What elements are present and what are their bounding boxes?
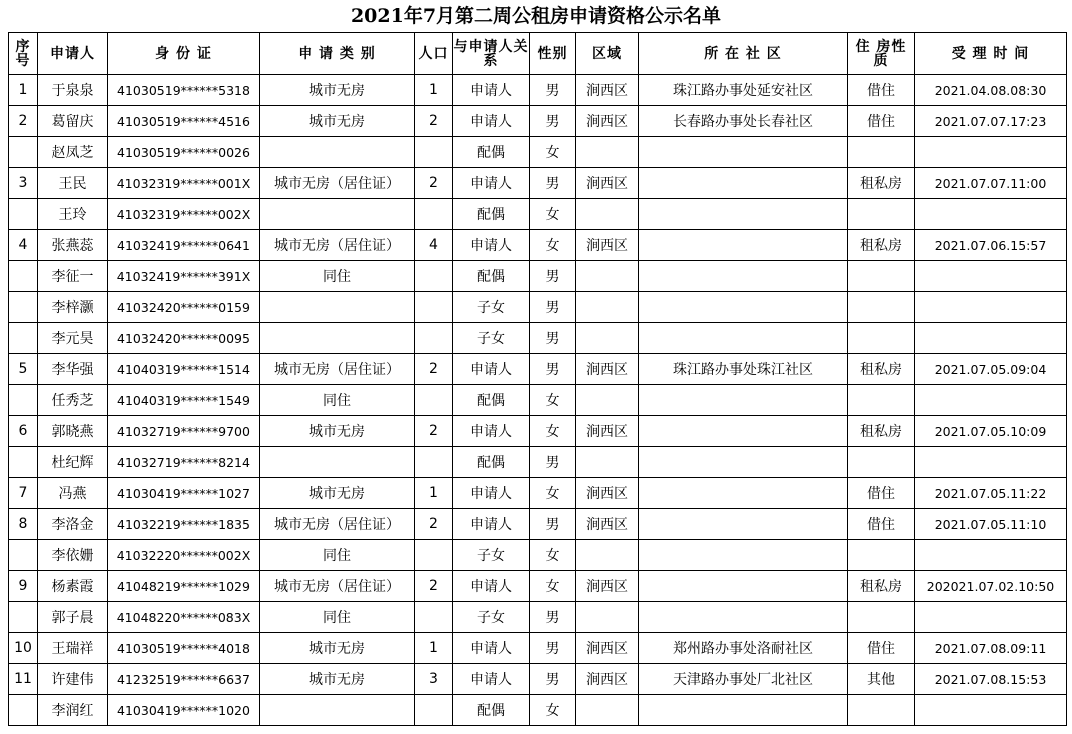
header-index: 序号 — [9, 33, 38, 75]
cell-applicant: 王玲 — [38, 199, 108, 230]
table-row — [9, 509, 1067, 540]
cell-household-size: 2 — [415, 106, 453, 137]
cell-category — [260, 137, 415, 168]
cell-community — [639, 168, 848, 199]
cell-applicant: 张燕蕊 — [38, 230, 108, 261]
cell-community: 珠江路办事处延安社区 — [639, 75, 848, 106]
cell-household-size — [415, 602, 453, 633]
cell-index — [9, 385, 38, 416]
cell-index: 8 — [9, 509, 38, 540]
table-row — [9, 292, 1067, 323]
cell-housing-type — [848, 540, 915, 571]
cell-relation: 申请人 — [453, 633, 530, 664]
cell-id-card: 41032419******0641 — [108, 230, 260, 261]
cell-index: 1 — [9, 75, 38, 106]
cell-gender: 女 — [530, 137, 576, 168]
cell-housing-type: 租私房 — [848, 416, 915, 447]
cell-applicant: 郭子晨 — [38, 602, 108, 633]
cell-community — [639, 447, 848, 478]
cell-district — [576, 261, 639, 292]
cell-housing-type — [848, 292, 915, 323]
cell-housing-type: 其他 — [848, 664, 915, 695]
cell-gender: 女 — [530, 695, 576, 726]
table-row — [9, 447, 1067, 478]
cell-index: 9 — [9, 571, 38, 602]
cell-community — [639, 199, 848, 230]
cell-applicant: 杨素霞 — [38, 571, 108, 602]
page-title: 2021年7月第二周公租房申请资格公示名单 — [350, 5, 722, 27]
cell-accept-time: 2021.07.05.09:04 — [915, 354, 1067, 385]
table-row — [9, 230, 1067, 261]
cell-index — [9, 695, 38, 726]
cell-gender: 男 — [530, 106, 576, 137]
cell-id-card: 41048220******083X — [108, 602, 260, 633]
cell-relation: 申请人 — [453, 509, 530, 540]
cell-index — [9, 323, 38, 354]
cell-household-size: 2 — [415, 168, 453, 199]
table-body — [9, 75, 1067, 726]
cell-accept-time: 2021.07.05.10:09 — [915, 416, 1067, 447]
cell-district — [576, 602, 639, 633]
cell-community — [639, 385, 848, 416]
cell-household-size: 4 — [415, 230, 453, 261]
cell-district: 涧西区 — [576, 230, 639, 261]
cell-category: 同住 — [260, 540, 415, 571]
cell-community — [639, 416, 848, 447]
cell-category: 城市无房（居住证） — [260, 354, 415, 385]
cell-applicant: 李华强 — [38, 354, 108, 385]
cell-category — [260, 292, 415, 323]
cell-accept-time: 202021.07.02.10:50 — [915, 571, 1067, 602]
header-row — [9, 33, 1067, 75]
cell-district — [576, 447, 639, 478]
cell-id-card: 41030519******4516 — [108, 106, 260, 137]
cell-gender: 女 — [530, 199, 576, 230]
cell-relation: 配偶 — [453, 261, 530, 292]
cell-accept-time — [915, 540, 1067, 571]
cell-district — [576, 292, 639, 323]
cell-id-card: 41032719******9700 — [108, 416, 260, 447]
cell-housing-type: 借住 — [848, 509, 915, 540]
cell-gender: 男 — [530, 323, 576, 354]
cell-district — [576, 323, 639, 354]
cell-id-card: 41030419******1027 — [108, 478, 260, 509]
header-category: 申 请 类 别 — [260, 33, 415, 75]
cell-household-size: 2 — [415, 509, 453, 540]
cell-district — [576, 695, 639, 726]
cell-accept-time — [915, 323, 1067, 354]
cell-gender: 男 — [530, 75, 576, 106]
cell-community — [639, 261, 848, 292]
cell-district — [576, 199, 639, 230]
cell-accept-time — [915, 695, 1067, 726]
cell-accept-time — [915, 137, 1067, 168]
cell-index — [9, 540, 38, 571]
header-relation: 与申请人关 系 — [453, 33, 530, 75]
cell-housing-type: 借住 — [848, 633, 915, 664]
cell-gender: 男 — [530, 292, 576, 323]
cell-gender: 男 — [530, 447, 576, 478]
cell-household-size: 2 — [415, 416, 453, 447]
cell-accept-time: 2021.07.08.15:53 — [915, 664, 1067, 695]
cell-relation: 申请人 — [453, 664, 530, 695]
cell-household-size: 2 — [415, 571, 453, 602]
cell-gender: 女 — [530, 540, 576, 571]
cell-id-card: 41032420******0095 — [108, 323, 260, 354]
cell-district — [576, 385, 639, 416]
cell-category — [260, 447, 415, 478]
cell-category — [260, 323, 415, 354]
cell-district: 涧西区 — [576, 478, 639, 509]
cell-relation: 申请人 — [453, 230, 530, 261]
cell-category: 城市无房（居住证） — [260, 168, 415, 199]
cell-category: 城市无房 — [260, 416, 415, 447]
table-row — [9, 664, 1067, 695]
cell-housing-type — [848, 137, 915, 168]
cell-index: 11 — [9, 664, 38, 695]
cell-community — [639, 323, 848, 354]
cell-housing-type — [848, 447, 915, 478]
cell-housing-type: 租私房 — [848, 354, 915, 385]
header-household-size: 人口 — [415, 33, 453, 75]
table-row — [9, 571, 1067, 602]
cell-id-card: 41030519******0026 — [108, 137, 260, 168]
cell-category: 城市无房 — [260, 478, 415, 509]
table-row — [9, 695, 1067, 726]
cell-accept-time — [915, 292, 1067, 323]
cell-accept-time: 2021.07.07.17:23 — [915, 106, 1067, 137]
cell-id-card: 41232519******6637 — [108, 664, 260, 695]
cell-gender: 男 — [530, 633, 576, 664]
cell-relation: 申请人 — [453, 354, 530, 385]
cell-id-card: 41032319******002X — [108, 199, 260, 230]
table-row — [9, 137, 1067, 168]
header-housing-type: 住 房性 质 — [848, 33, 915, 75]
cell-applicant: 李征一 — [38, 261, 108, 292]
cell-gender: 女 — [530, 416, 576, 447]
cell-index: 2 — [9, 106, 38, 137]
cell-category: 城市无房 — [260, 664, 415, 695]
cell-housing-type: 租私房 — [848, 230, 915, 261]
cell-relation: 申请人 — [453, 75, 530, 106]
header-accept-time: 受 理 时 间 — [915, 33, 1067, 75]
cell-applicant: 郭晓燕 — [38, 416, 108, 447]
table-row — [9, 106, 1067, 137]
cell-accept-time — [915, 447, 1067, 478]
table-row — [9, 385, 1067, 416]
cell-accept-time — [915, 602, 1067, 633]
cell-applicant: 赵凤芝 — [38, 137, 108, 168]
cell-community: 长春路办事处长春社区 — [639, 106, 848, 137]
cell-gender: 女 — [530, 230, 576, 261]
table-row — [9, 323, 1067, 354]
cell-id-card: 41048219******1029 — [108, 571, 260, 602]
table-row — [9, 354, 1067, 385]
cell-id-card: 41030519******4018 — [108, 633, 260, 664]
cell-housing-type — [848, 261, 915, 292]
cell-household-size: 2 — [415, 354, 453, 385]
header-district: 区域 — [576, 33, 639, 75]
table-row — [9, 633, 1067, 664]
cell-housing-type — [848, 199, 915, 230]
cell-relation: 申请人 — [453, 416, 530, 447]
cell-accept-time — [915, 385, 1067, 416]
cell-index: 3 — [9, 168, 38, 199]
table-row — [9, 75, 1067, 106]
cell-relation: 申请人 — [453, 168, 530, 199]
cell-relation: 子女 — [453, 323, 530, 354]
table-row — [9, 540, 1067, 571]
header-community: 所 在 社 区 — [639, 33, 848, 75]
cell-applicant: 王瑞祥 — [38, 633, 108, 664]
cell-gender: 女 — [530, 385, 576, 416]
cell-index: 4 — [9, 230, 38, 261]
applicant-table — [8, 32, 1067, 726]
cell-community — [639, 137, 848, 168]
cell-applicant: 李依姗 — [38, 540, 108, 571]
cell-household-size: 1 — [415, 633, 453, 664]
cell-accept-time: 2021.07.07.11:00 — [915, 168, 1067, 199]
cell-applicant: 李洛金 — [38, 509, 108, 540]
cell-category — [260, 695, 415, 726]
cell-gender: 男 — [530, 509, 576, 540]
cell-index: 6 — [9, 416, 38, 447]
cell-index — [9, 447, 38, 478]
cell-gender: 男 — [530, 168, 576, 199]
cell-category: 同住 — [260, 602, 415, 633]
table-row — [9, 261, 1067, 292]
cell-household-size — [415, 292, 453, 323]
cell-id-card: 41030419******1020 — [108, 695, 260, 726]
cell-district: 涧西区 — [576, 168, 639, 199]
cell-district: 涧西区 — [576, 571, 639, 602]
cell-household-size: 1 — [415, 478, 453, 509]
cell-community: 郑州路办事处洛耐社区 — [639, 633, 848, 664]
cell-household-size — [415, 695, 453, 726]
cell-applicant: 杜纪辉 — [38, 447, 108, 478]
cell-index — [9, 292, 38, 323]
cell-id-card: 41030519******5318 — [108, 75, 260, 106]
cell-applicant: 李元昊 — [38, 323, 108, 354]
cell-housing-type: 借住 — [848, 106, 915, 137]
cell-index: 7 — [9, 478, 38, 509]
cell-accept-time: 2021.07.05.11:10 — [915, 509, 1067, 540]
cell-id-card: 41032420******0159 — [108, 292, 260, 323]
cell-gender: 女 — [530, 478, 576, 509]
cell-applicant: 王民 — [38, 168, 108, 199]
cell-community: 天津路办事处厂北社区 — [639, 664, 848, 695]
cell-district: 涧西区 — [576, 75, 639, 106]
cell-category: 城市无房（居住证） — [260, 571, 415, 602]
cell-category: 城市无房（居住证） — [260, 509, 415, 540]
table-row — [9, 416, 1067, 447]
cell-household-size — [415, 540, 453, 571]
cell-category: 城市无房 — [260, 106, 415, 137]
cell-housing-type — [848, 602, 915, 633]
cell-district: 涧西区 — [576, 509, 639, 540]
cell-household-size — [415, 137, 453, 168]
cell-id-card: 41040319******1514 — [108, 354, 260, 385]
cell-housing-type — [848, 323, 915, 354]
cell-id-card: 41032419******391X — [108, 261, 260, 292]
cell-applicant: 李润红 — [38, 695, 108, 726]
cell-id-card: 41032319******001X — [108, 168, 260, 199]
cell-gender: 女 — [530, 571, 576, 602]
table-row — [9, 199, 1067, 230]
table-row — [9, 602, 1067, 633]
cell-id-card: 41032719******8214 — [108, 447, 260, 478]
cell-relation: 配偶 — [453, 137, 530, 168]
cell-relation: 子女 — [453, 540, 530, 571]
cell-category — [260, 199, 415, 230]
cell-index — [9, 199, 38, 230]
cell-accept-time: 2021.07.05.11:22 — [915, 478, 1067, 509]
cell-household-size — [415, 385, 453, 416]
cell-accept-time: 2021.07.08.09:11 — [915, 633, 1067, 664]
cell-gender: 男 — [530, 261, 576, 292]
cell-category: 同住 — [260, 385, 415, 416]
cell-relation: 子女 — [453, 292, 530, 323]
cell-id-card: 41032220******002X — [108, 540, 260, 571]
cell-community — [639, 602, 848, 633]
cell-category: 城市无房 — [260, 633, 415, 664]
cell-applicant: 任秀芝 — [38, 385, 108, 416]
cell-relation: 配偶 — [453, 199, 530, 230]
cell-household-size — [415, 261, 453, 292]
cell-id-card: 41032219******1835 — [108, 509, 260, 540]
cell-applicant: 李梓灏 — [38, 292, 108, 323]
cell-index: 10 — [9, 633, 38, 664]
cell-category: 城市无房 — [260, 75, 415, 106]
cell-household-size — [415, 199, 453, 230]
cell-applicant: 冯燕 — [38, 478, 108, 509]
cell-district — [576, 540, 639, 571]
cell-community: 珠江路办事处珠江社区 — [639, 354, 848, 385]
cell-housing-type — [848, 385, 915, 416]
cell-index — [9, 602, 38, 633]
cell-accept-time: 2021.04.08.08:30 — [915, 75, 1067, 106]
header-applicant: 申请人 — [38, 33, 108, 75]
cell-district: 涧西区 — [576, 354, 639, 385]
cell-community — [639, 540, 848, 571]
cell-housing-type — [848, 695, 915, 726]
header-id-card: 身 份 证 — [108, 33, 260, 75]
table-row — [9, 478, 1067, 509]
header-gender: 性别 — [530, 33, 576, 75]
cell-housing-type: 租私房 — [848, 571, 915, 602]
cell-gender: 男 — [530, 602, 576, 633]
cell-relation: 申请人 — [453, 478, 530, 509]
cell-gender: 男 — [530, 354, 576, 385]
cell-applicant: 许建伟 — [38, 664, 108, 695]
cell-household-size — [415, 447, 453, 478]
cell-accept-time — [915, 199, 1067, 230]
cell-relation: 申请人 — [453, 571, 530, 602]
cell-housing-type: 借住 — [848, 75, 915, 106]
cell-relation: 配偶 — [453, 695, 530, 726]
cell-category: 同住 — [260, 261, 415, 292]
cell-district: 涧西区 — [576, 106, 639, 137]
cell-household-size — [415, 323, 453, 354]
cell-applicant: 于泉泉 — [38, 75, 108, 106]
cell-gender: 男 — [530, 664, 576, 695]
cell-community — [639, 478, 848, 509]
cell-accept-time: 2021.07.06.15:57 — [915, 230, 1067, 261]
table-row — [9, 168, 1067, 199]
cell-relation: 配偶 — [453, 385, 530, 416]
cell-district: 涧西区 — [576, 633, 639, 664]
cell-applicant: 葛留庆 — [38, 106, 108, 137]
cell-index — [9, 261, 38, 292]
cell-relation: 配偶 — [453, 447, 530, 478]
cell-category: 城市无房（居住证） — [260, 230, 415, 261]
cell-community — [639, 695, 848, 726]
cell-household-size: 3 — [415, 664, 453, 695]
cell-index — [9, 137, 38, 168]
cell-index: 5 — [9, 354, 38, 385]
cell-district: 涧西区 — [576, 664, 639, 695]
cell-housing-type: 租私房 — [848, 168, 915, 199]
cell-accept-time — [915, 261, 1067, 292]
cell-community — [639, 509, 848, 540]
cell-relation: 子女 — [453, 602, 530, 633]
cell-id-card: 41040319******1549 — [108, 385, 260, 416]
cell-community — [639, 292, 848, 323]
cell-household-size: 1 — [415, 75, 453, 106]
cell-community — [639, 571, 848, 602]
cell-community — [639, 230, 848, 261]
cell-district: 涧西区 — [576, 416, 639, 447]
cell-housing-type: 借住 — [848, 478, 915, 509]
cell-relation: 申请人 — [453, 106, 530, 137]
cell-district — [576, 137, 639, 168]
